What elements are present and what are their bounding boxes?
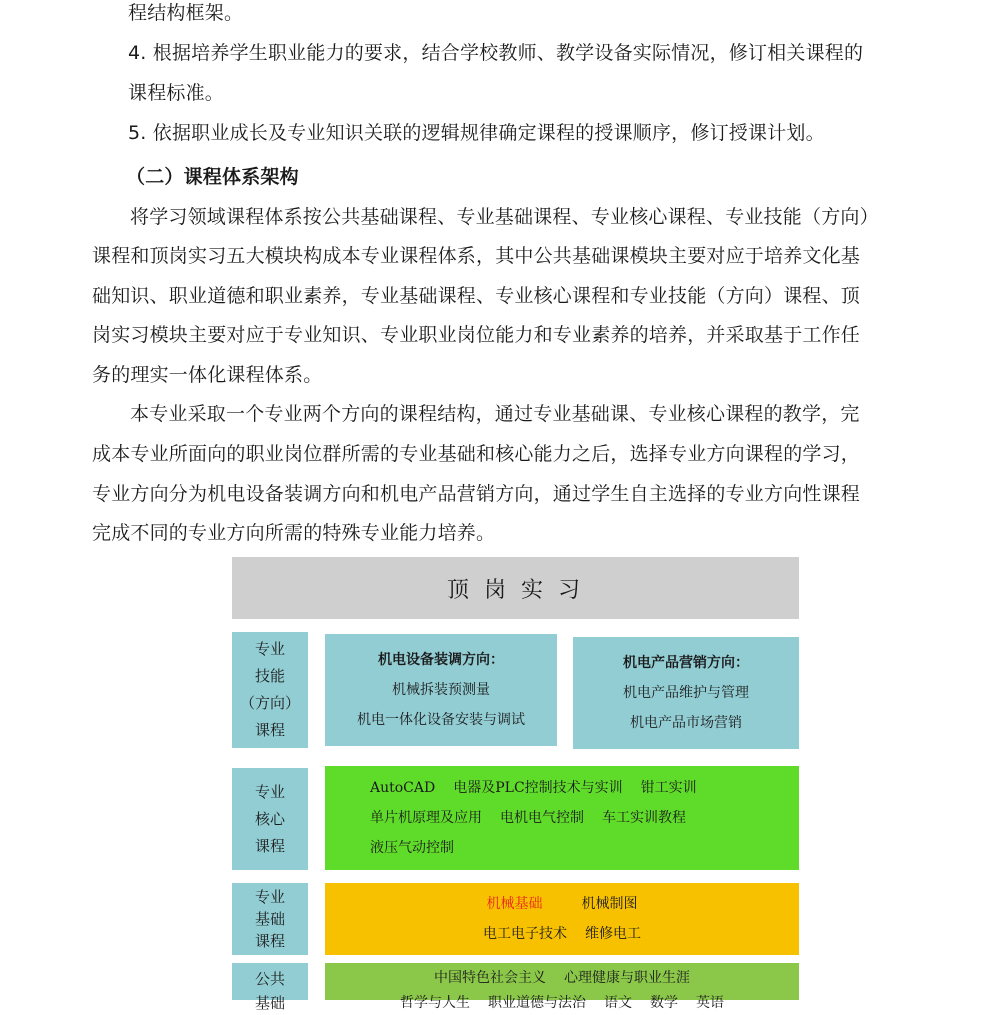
course-item: 中国特色社会主义 [434,970,546,986]
direction-item: 机电一体化设备安装与调试 [357,712,525,728]
label-line: 专业 [254,782,285,801]
course-row [370,803,695,833]
body-line: 将学习领域课程体系按公共基础课程、专业基础课程、专业核心课程、专业技能（方向） [130,206,879,228]
paragraph-line: 5. 依据职业成长及专业知识关联的逻辑规律确定课程的授课顺序，修订授课计划。 [128,122,825,144]
body-line: 础知识、职业道德和职业素养，专业基础课程、专业核心课程和专业技能（方向）课程、顶 [92,285,861,307]
course-item: 钳工实训 [640,780,697,796]
body-line: 完成不同的专业方向所需的特殊专业能力培养。 [92,522,496,544]
body-line: 务的理实一体化课程体系。 [92,364,323,386]
direction-title: 机电产品营销方向： [623,655,749,671]
course-item: 单片机原理及应用 [370,810,482,826]
label-line: 专业 [254,640,285,658]
label-line: 核心 [254,809,285,828]
course-item: 电器及PLC控制技术与实训 [453,780,623,796]
course-row [478,889,647,919]
label-line: （方向） [239,694,300,712]
basic-label [232,883,308,955]
course-item: 维修电工 [585,926,641,942]
course-item: 职业道德与法治 [488,995,586,1011]
paragraph-line: 程结构框架。 [128,2,244,24]
section-heading: （二）课程体系架构 [126,166,299,188]
course-item: 液压气动控制 [370,840,454,856]
label-line: 基础 [254,994,285,1012]
public-label [232,963,308,1012]
course-item: 数学 [650,995,678,1011]
course-item: 电工电子技术 [483,926,567,942]
course-item: 英语 [696,995,724,1011]
course-item: 哲学与人生 [400,995,470,1011]
skills-label [232,632,308,748]
label-line: 课程 [254,836,285,855]
direction-item: 机械拆装预测量 [392,682,490,698]
direction-item: 机电产品市场营销 [630,715,742,731]
course-item: AutoCAD [370,780,436,796]
course-item: 机械基础 [486,896,543,912]
public-courses-box [325,963,799,1011]
course-item: 心理健康与职业生涯 [564,970,690,986]
paragraph-line: 4. 根据培养学生职业能力的要求，结合学校教师、教学设备实际情况，修订相关课程的 [128,42,864,64]
label-line: 公共 [254,970,285,988]
marketing-direction-box [573,637,799,749]
label-line: 课程 [254,721,285,739]
course-row [370,773,706,803]
label-line: 专业 [254,888,285,906]
course-row [391,991,733,1015]
direction-title: 机电设备装调方向： [378,652,504,668]
course-item: 语文 [604,995,632,1011]
course-row [425,965,699,991]
label-line: 课程 [254,932,285,950]
course-item: 机械制图 [581,896,638,912]
core-label [232,768,308,870]
core-courses-box [325,766,799,870]
body-line: 本专业采取一个专业两个方向的课程结构，通过专业基础课、专业核心课程的教学，完 [130,403,860,425]
label-line: 基础 [254,910,285,928]
paragraph-line: 课程标准。 [128,82,225,104]
course-item: 电机电气控制 [500,810,584,826]
internship-bar: 顶 岗 实 习 [232,557,799,619]
basic-courses-box [325,883,799,955]
body-line: 专业方向分为机电设备装调方向和机电产品营销方向，通过学生自主选择的专业方向性课程 [92,483,861,505]
course-row [474,919,650,949]
label-line: 技能 [254,667,285,685]
body-line: 岗实习模块主要对应于专业知识、专业职业岗位能力和专业素养的培养，并采取基于工作任 [92,324,861,346]
course-row [370,833,463,863]
body-line: 成本专业所面向的职业岗位群所需的专业基础和核心能力之后，选择专业方向课程的学习， [92,443,861,465]
device-direction-box [325,634,557,746]
direction-item: 机电产品维护与管理 [623,685,749,701]
body-line: 课程和顶岗实习五大模块构成本专业课程体系，其中公共基础课模块主要对应于培养文化基 [92,245,861,267]
course-item: 车工实训教程 [602,810,686,826]
